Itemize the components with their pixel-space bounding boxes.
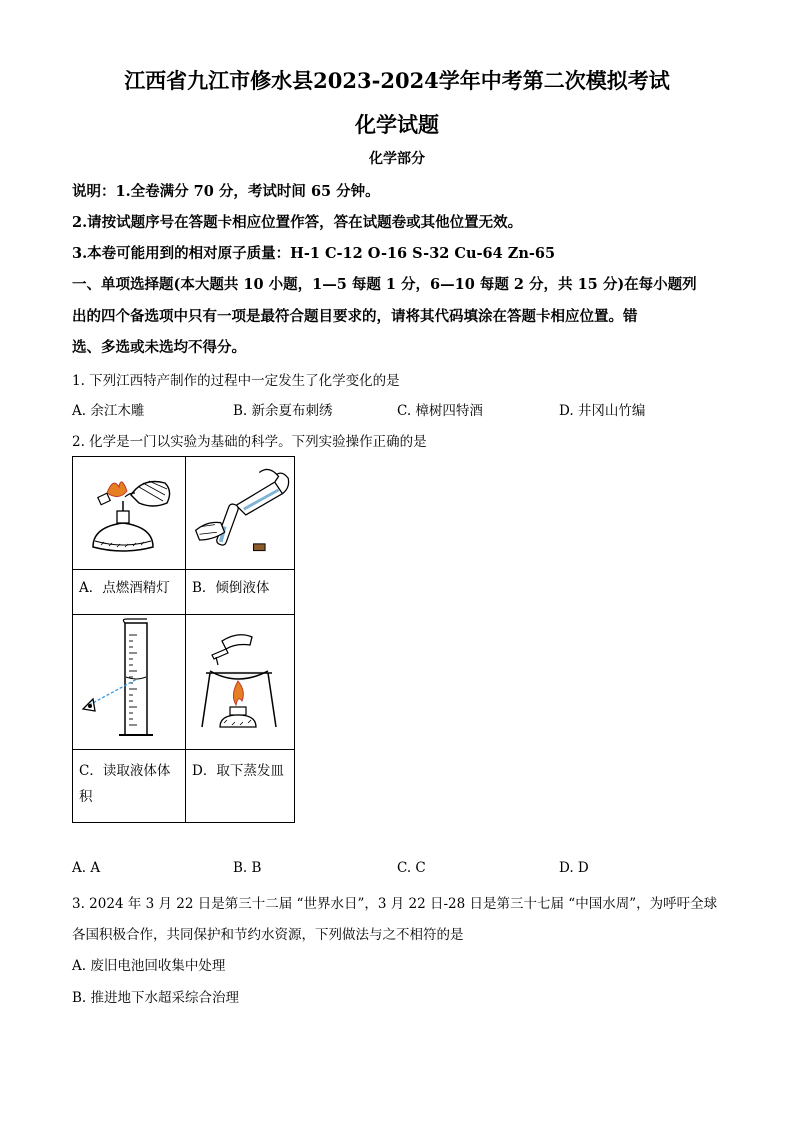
pouring-liquid-icon: [186, 457, 294, 569]
part1-instruction-1: 一、单项选择题(本大题共 10 小题，1—5 每题 1 分，6—10 每题 2 分，共 15 分)在每小题列: [72, 276, 697, 293]
q3-option-a: A. 废旧电池回收集中处理: [72, 958, 226, 974]
q2-option-c: C. C: [397, 860, 426, 876]
q1-option-c: C. 樟树四特酒: [397, 403, 483, 419]
q1-stem: 1. 下列江西特产制作的过程中一定发生了化学变化的是: [72, 373, 400, 389]
cell-b-label-cell: [186, 570, 295, 615]
q3-stem-line-2: 各国积极合作，共同保护和节约水资源，下列做法与之不相符的是: [72, 927, 464, 943]
part1-instruction-2: 出的四个备选项中只有一项是最符合题目要求的，请将其代码填涂在答题卡相应位置。错: [72, 308, 638, 325]
cell-c-image: [73, 615, 186, 750]
cell-c-label-cell: [73, 750, 186, 823]
q2-stem: 2. 化学是一门以实验为基础的科学。下列实验操作正确的是: [72, 434, 427, 450]
q1-option-d: D. 井冈山竹编: [559, 403, 646, 419]
q2-option-a: A. A: [72, 860, 101, 876]
note-line-3: 3.本卷可能用到的相对原子质量：H-1 C-12 O-16 S-32 Cu-64 Zn-65: [72, 245, 556, 262]
q3-stem-line-1: 3. 2024 年 3 月 22 日是第三十二届 “世界水日”，3 月 22 日-28 日是第三十七届 “中国水周”，为呼吁全球: [72, 896, 718, 912]
cell-a-image: [73, 457, 186, 570]
cell-a-label: A．点燃酒精灯: [79, 580, 170, 596]
q2-option-b: B. B: [233, 860, 262, 876]
q2-option-d: D. D: [559, 860, 589, 876]
section-title: 化学部分: [369, 151, 425, 167]
note-line-2: 2.请按试题序号在答题卡相应位置作答，答在试题卷或其他位置无效。: [72, 214, 523, 231]
q3-option-b: B. 推进地下水超采综合治理: [72, 990, 240, 1006]
cell-b-label: B．倾倒液体: [192, 580, 270, 596]
cell-d-image: [186, 615, 295, 750]
q1-option-a: A. 余江木雕: [72, 403, 145, 419]
exam-subtitle: 化学试题: [355, 112, 439, 137]
q1-option-b: B. 新余夏布刺绣: [233, 403, 333, 419]
cell-b-image: [186, 457, 295, 570]
cell-d-label-cell: [186, 750, 295, 823]
exam-title: 江西省九江市修水县2023-2024学年中考第二次模拟考试: [124, 68, 670, 93]
cell-d-label: D．取下蒸发皿: [192, 763, 284, 779]
note-line-1: 说明：1.全卷满分 70 分，考试时间 65 分钟。: [72, 183, 380, 200]
cell-a-label-cell: [73, 570, 186, 615]
graduated-cylinder-reading-icon: [73, 615, 185, 749]
part1-instruction-3: 选、多选或未选均不得分。: [72, 339, 246, 356]
q2-experiment-table: [72, 456, 295, 823]
cell-c-label: C．读取液体体积: [79, 763, 171, 805]
evaporating-dish-removal-icon: [186, 615, 294, 749]
alcohol-lamp-lighting-icon: [73, 457, 185, 569]
